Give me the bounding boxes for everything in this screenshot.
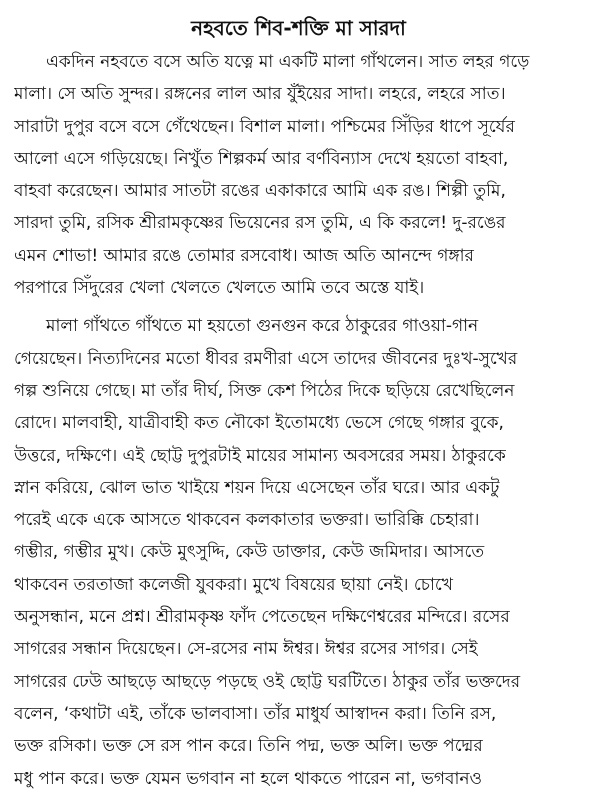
- text-line: পরেই একে একে আসতে থাকবেন কলকাতার ভক্তরা। ভারিক্কি চেহারা।: [14, 510, 480, 531]
- paragraph-1: [14, 46, 583, 304]
- text-line: একদিন নহবতে বসে অতি যত্নে মা একটি মালা গাঁথলেন। সাত লহর গড়ে: [46, 52, 530, 72]
- text-line: গেয়েছেন। নিত্যদিনের মতো ধীবর রমণীরা এসে তাদের জীবনের দুঃখ-সুখের: [14, 348, 518, 369]
- text-line: স্নান করিয়ে, ঝোল ভাত খাইয়ে শয়ন দিয়ে এসেছেন তাঁর ঘরে। আর একটু: [14, 477, 500, 498]
- text-line: মালা গাঁথতে গাঁথতে মা হয়তো গুনগুন করে ঠাকুরের গাওয়া-গান: [46, 316, 479, 337]
- text-line: পরপারে সিঁদুরের খেলা খেলতে খেলতে আমি তবে অস্তে যাই।: [14, 278, 425, 299]
- text-line: গল্প শুনিয়ে গেছে। মা তাঁর দীর্ঘ, সিক্ত কেশ পিঠের দিকে ছড়িয়ে রেখেছিলেন: [14, 380, 515, 401]
- paragraph-2: [14, 310, 583, 794]
- text-line: উত্তরে, দক্ষিণে। এই ছোট্ট দুপুরটাই মায়ের সামান্য অবসরের সময়। ঠাকুরকে: [14, 445, 506, 466]
- text-line: আলো এসে গড়িয়েছে। নিখুঁত শিল্পকর্ম আর বর্ণবিন্যাস দেখে হয়তো বাহবা,: [14, 148, 509, 169]
- text-line: অনুসন্ধান, মনে প্রশ্ন। শ্রীরামকৃষ্ণ ফাঁদ পেতেছেন দক্ষিণেশ্বরের মন্দিরে। রসের: [14, 607, 510, 628]
- text-line: মালা। সে অতি সুন্দর। রঙ্গনের লাল আর যুঁইয়ের সাদা। লহরে, লহরে সাত।: [14, 84, 506, 105]
- text-line: থাকবেন তরতাজা কলেজী যুবকরা। মুখে বিষয়ের ছায়া নেই। চোখে: [14, 574, 453, 595]
- text-line: বাহবা করেছেন। আমার সাতটা রঙের একাকারে আমি এক রঙ। শিল্পী তুমি,: [14, 181, 506, 202]
- text-line: মধু পান করে। ভক্ত যেমন ভগবান না হলে থাকতে পারেন না, ভগবানও: [14, 768, 483, 789]
- text-line: গম্ভীর, গম্ভীর মুখ। কেউ মুৎসুদ্দি, কেউ ডাক্তার, কেউ জমিদার। আসতে: [14, 542, 485, 563]
- text-line: সারাটা দুপুর বসে বসে গেঁথেছেন। বিশাল মালা। পশ্চিমের সিঁড়ির ধাপে সূর্যের: [14, 116, 515, 137]
- page-title: নহবতে শিব-শক্তি মা সারদা: [191, 16, 406, 40]
- text-line: এমন শোভা! আমার রঙে তোমার রসবোধ। আজ অতি আনন্দে গঙ্গার: [14, 245, 474, 266]
- text-line: সাগরের সন্ধান দিয়েছেন। সে-রসের নাম ঈশ্বর। ঈশ্বর রসের সাগর। সেই: [14, 639, 478, 660]
- text-line: সাগরের ঢেউ আছড়ে আছড়ে পড়ছে ওই ছোট্ট ঘরটিতে। ঠাকুর তাঁর ভক্তদের: [14, 671, 521, 692]
- text-line: বলেন, ‘কথাটা এই, তাঁকে ভালবাসা। তাঁর মাধুর্য আস্বাদন করা। তিনি রস,: [14, 703, 497, 724]
- text-line: ভক্ত রসিকা। ভক্ত সে রস পান করে। তিনি পদ্ম, ভক্ত অলি। ভক্ত পদ্মের: [14, 736, 483, 757]
- text-line: সারদা তুমি, রসিক শ্রীরামকৃষ্ণের ভিয়েনের রস তুমি, এ কি করলে! দু-রঙের: [14, 213, 506, 234]
- text-line: রোদে। মালবাহী, যাত্রীবাহী কত নৌকো ইতোমধ্যে ভেসে গেছে গঙ্গার বুকে,: [14, 413, 504, 434]
